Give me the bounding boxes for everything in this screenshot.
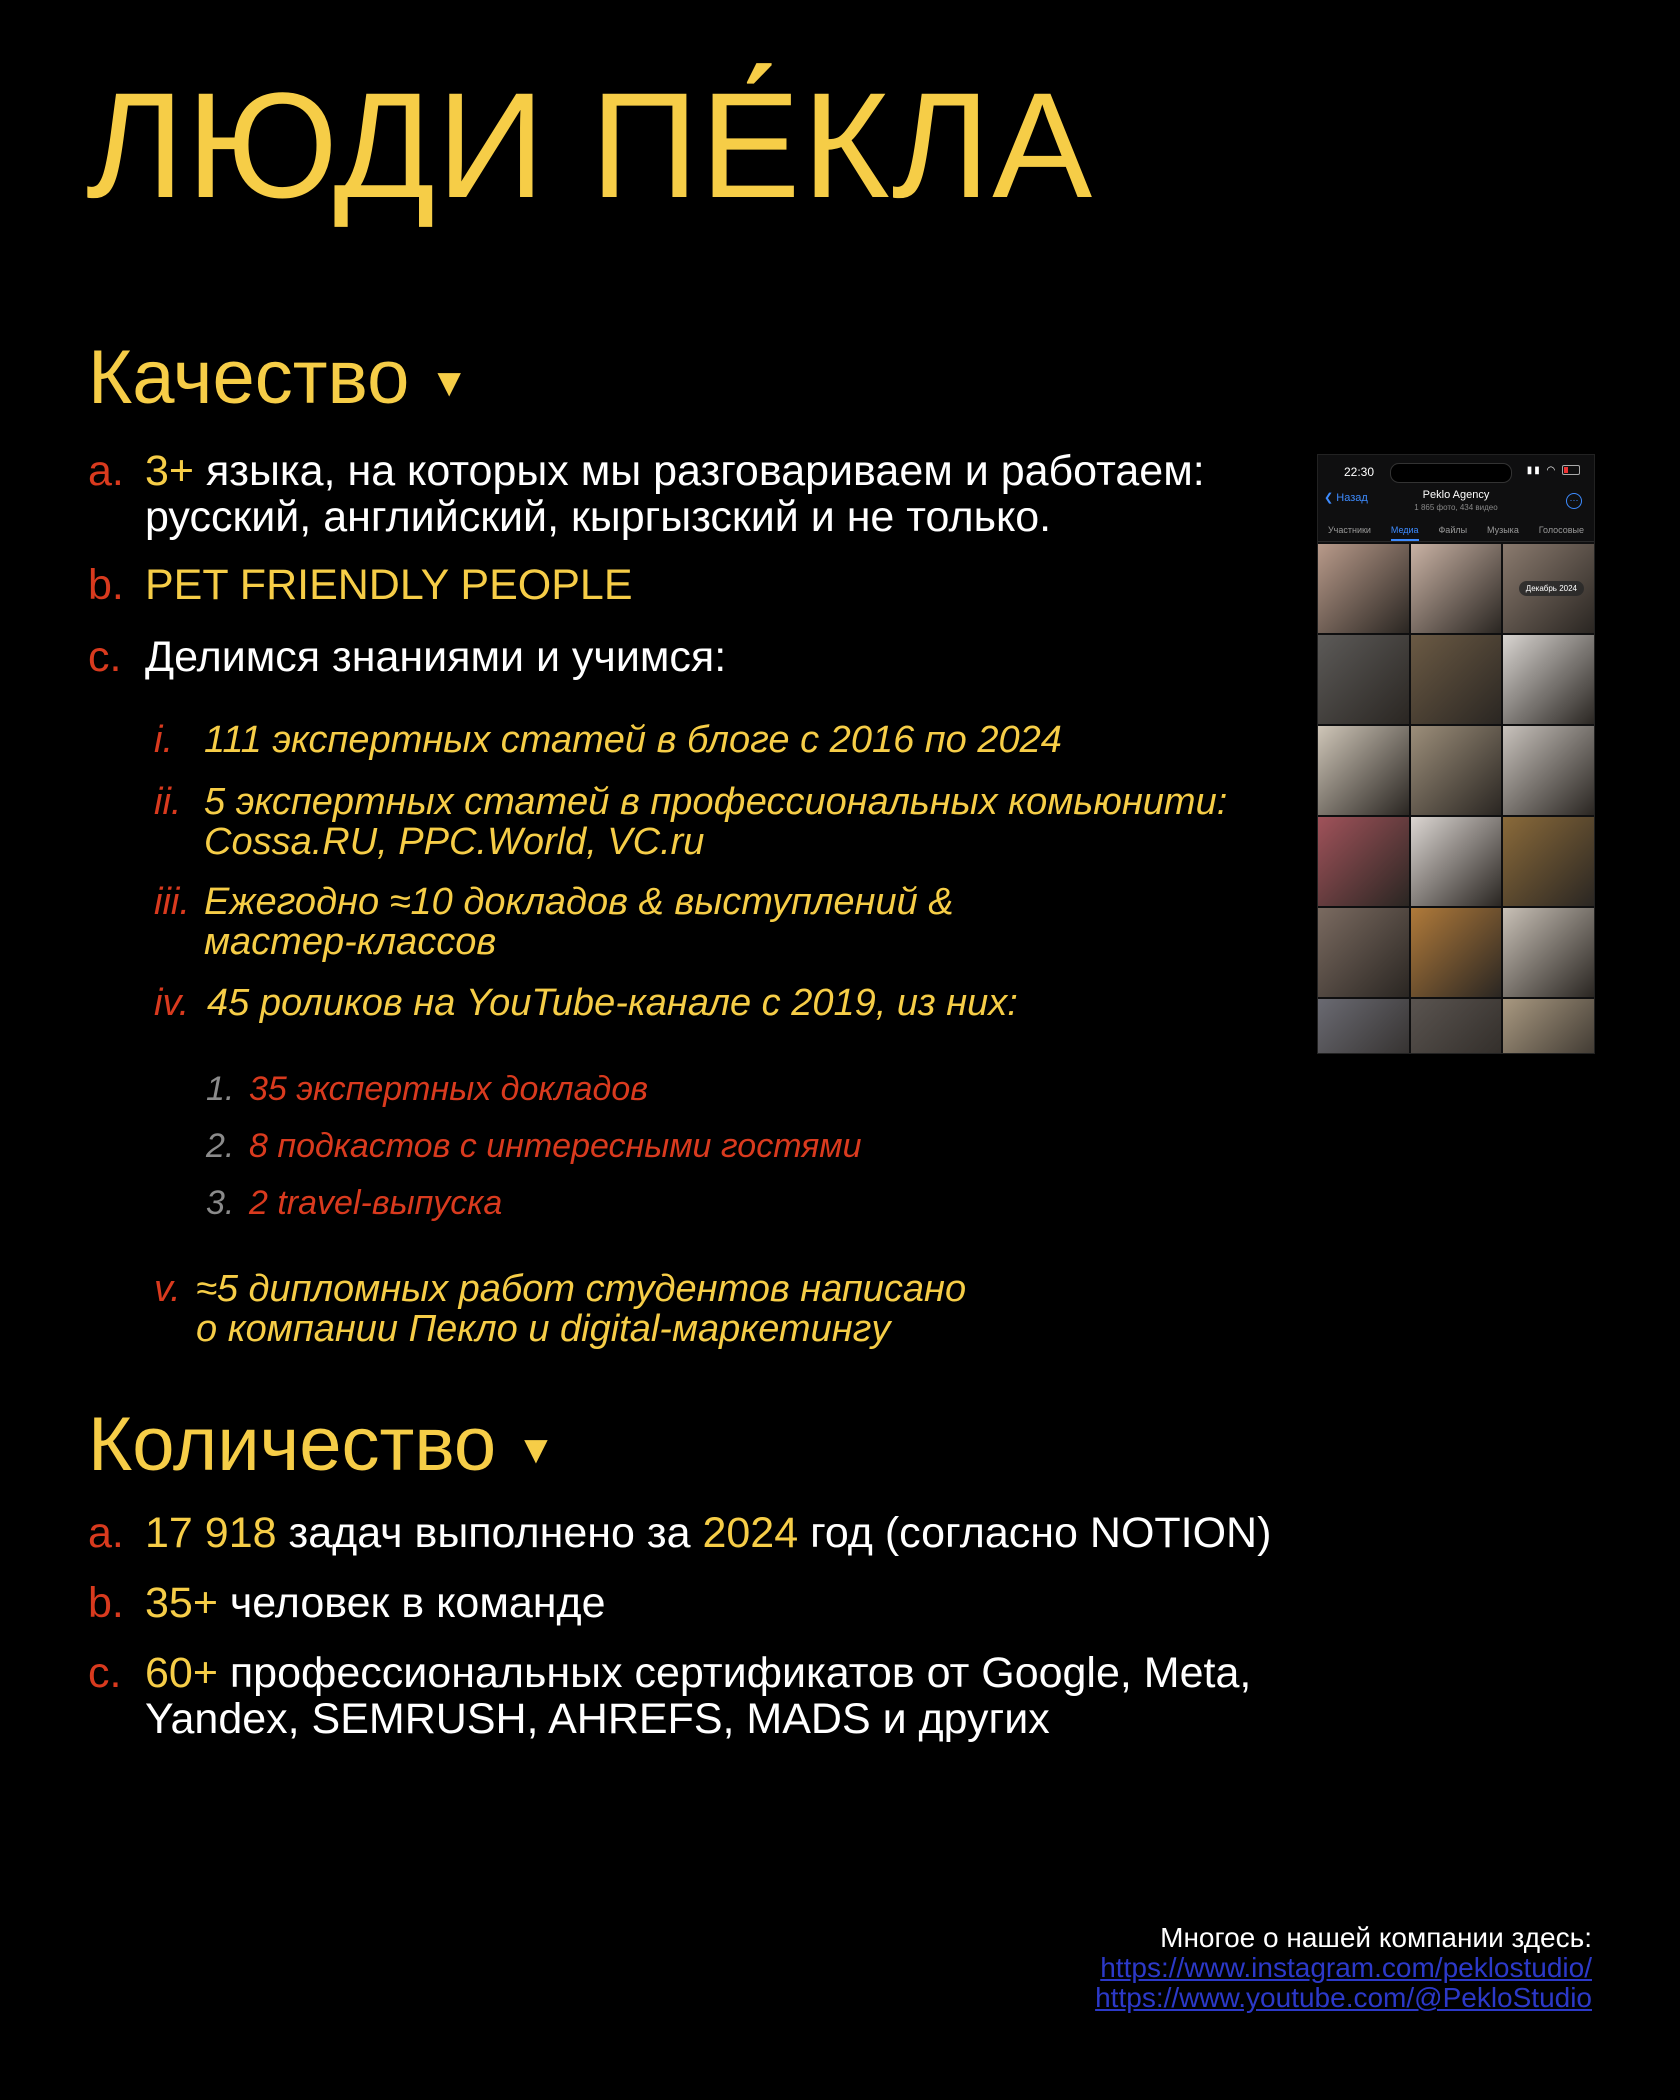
dynamic-island xyxy=(1390,463,1512,483)
status-time: 22:30 xyxy=(1344,465,1375,479)
sublist-item xyxy=(154,720,1062,760)
highlight-value: 3+ xyxy=(145,447,195,495)
chevron-left-icon: ❮ xyxy=(1324,492,1334,504)
media-thumbnail[interactable] xyxy=(1318,817,1409,906)
sublist2-marker: 1. xyxy=(206,1070,235,1108)
phone-status-bar xyxy=(1318,455,1594,485)
sublist-text: Ежегодно ≈10 докладов & выступлений & xyxy=(204,881,954,923)
highlight-value: 35+ xyxy=(145,1579,218,1627)
media-thumbnail[interactable] xyxy=(1503,635,1594,724)
sublist-marker: ii. xyxy=(154,781,182,823)
media-tabs xyxy=(1318,521,1594,542)
sublist-marker: i. xyxy=(154,719,173,761)
media-thumbnail[interactable] xyxy=(1318,544,1409,633)
quantity-heading[interactable] xyxy=(88,1402,556,1487)
list-marker: a. xyxy=(88,447,124,495)
sublist2-item xyxy=(206,1071,648,1107)
list-text: человек в команде xyxy=(217,1579,606,1627)
sublist-item xyxy=(154,983,1018,1023)
sublist2-marker: 3. xyxy=(206,1184,235,1222)
list-text: языка, на которых мы разговариваем и работаем: xyxy=(194,447,1205,495)
triangle-down-icon[interactable]: ▼ xyxy=(516,1427,556,1472)
footer xyxy=(1095,1923,1592,2013)
sublist-text-continued: Cossa.RU, PPC.World, VC.ru xyxy=(204,821,705,863)
sublist-marker: iii. xyxy=(154,881,190,923)
list-marker: a. xyxy=(88,1509,124,1557)
signal-wifi-battery-icon: ▮▮ ◠ xyxy=(1527,465,1580,476)
sublist-text: 111 экспертных статей в блоге с 2016 по 2024 xyxy=(204,719,1062,761)
media-thumbnail[interactable] xyxy=(1411,635,1502,724)
list-text: профессиональных сертификатов от Google, Meta, xyxy=(217,1649,1252,1697)
list-text: Делимся знаниями и учимся: xyxy=(145,633,727,681)
sublist-marker: iv. xyxy=(154,982,190,1024)
media-tab[interactable]: Музыка xyxy=(1486,525,1519,535)
list-marker: b. xyxy=(88,561,124,609)
media-tab[interactable]: Участники xyxy=(1327,525,1371,535)
media-thumbnail[interactable] xyxy=(1411,544,1502,633)
list-text-continued: русский, английский, кыргызский и не только. xyxy=(145,493,1052,541)
list-marker: c. xyxy=(88,1649,122,1697)
sublist2-item xyxy=(206,1185,502,1221)
sublist-item xyxy=(154,882,954,962)
more-icon[interactable]: ⋯ xyxy=(1566,493,1582,509)
footer-caption: Многое о нашей компании здесь: xyxy=(1160,1922,1592,1953)
sublist-marker: v. xyxy=(154,1268,181,1310)
list-text: PET FRIENDLY PEOPLE xyxy=(145,561,633,609)
sublist-item xyxy=(154,782,1227,862)
media-tab[interactable]: Файлы xyxy=(1438,525,1468,535)
date-badge: Декабрь 2024 xyxy=(1519,581,1584,596)
list-item xyxy=(88,1510,1271,1556)
list-text: год (согласно NOTION) xyxy=(798,1509,1272,1557)
list-item xyxy=(88,448,1205,540)
media-thumbnail[interactable] xyxy=(1318,999,1409,1054)
instagram-link[interactable]: https://www.instagram.com/peklostudio/ xyxy=(1100,1952,1592,1983)
list-marker: c. xyxy=(88,633,122,681)
sublist2-text: 35 экспертных докладов xyxy=(249,1070,648,1108)
list-item xyxy=(88,1580,606,1626)
media-thumbnail[interactable] xyxy=(1318,726,1409,815)
media-tab[interactable]: Медиа xyxy=(1391,521,1419,541)
triangle-down-icon[interactable]: ▼ xyxy=(429,360,469,405)
media-grid xyxy=(1318,542,1594,1054)
list-text: задач выполнено за xyxy=(276,1509,703,1557)
page-title: ЛЮДИ ПЕ́КЛА xyxy=(86,61,1095,229)
highlight-value: 2024 xyxy=(702,1509,799,1557)
list-item xyxy=(88,634,726,680)
media-tab[interactable]: Голосовые xyxy=(1538,525,1585,535)
sublist-item xyxy=(154,1269,966,1349)
media-thumbnail[interactable] xyxy=(1411,999,1502,1054)
highlight-value: 60+ xyxy=(145,1649,218,1697)
media-thumbnail[interactable] xyxy=(1503,817,1594,906)
media-thumbnail[interactable] xyxy=(1503,999,1594,1054)
sublist-text: 5 экспертных статей в профессиональных комьюнити: xyxy=(204,781,1228,823)
phone-nav-bar xyxy=(1318,485,1594,521)
list-item xyxy=(88,1650,1251,1742)
media-thumbnail[interactable] xyxy=(1318,908,1409,997)
sublist2-item xyxy=(206,1128,862,1164)
chat-subtitle: 1 865 фото, 434 видео xyxy=(1414,503,1498,512)
sublist2-text: 2 travel-выпуска xyxy=(249,1184,503,1222)
media-thumbnail[interactable] xyxy=(1411,726,1502,815)
sublist-text-continued: мастер-классов xyxy=(204,921,497,963)
back-label: Назад xyxy=(1336,492,1368,504)
quantity-heading-label: Количество xyxy=(88,1402,497,1487)
highlight-value: 17 918 xyxy=(145,1509,277,1557)
youtube-link[interactable]: https://www.youtube.com/@PekloStudio xyxy=(1095,1982,1592,2013)
sublist-text: 45 роликов на YouTube-канале с 2019, из них: xyxy=(207,982,1018,1024)
list-text-continued: Yandex, SEMRUSH, AHREFS, MADS и других xyxy=(145,1695,1050,1743)
media-thumbnail[interactable] xyxy=(1503,908,1594,997)
sublist-text-continued: о компании Пекло и digital-маркетингу xyxy=(196,1308,891,1350)
quality-heading[interactable] xyxy=(88,335,469,420)
chat-title: Peklo Agency xyxy=(1422,489,1490,501)
telegram-media-screenshot xyxy=(1317,454,1595,1054)
media-thumbnail[interactable] xyxy=(1318,635,1409,724)
media-thumbnail[interactable] xyxy=(1411,817,1502,906)
list-marker: b. xyxy=(88,1579,124,1627)
media-thumbnail[interactable] xyxy=(1411,908,1502,997)
sublist2-text: 8 подкастов с интересными гостями xyxy=(249,1127,862,1165)
quality-heading-label: Качество xyxy=(88,335,410,420)
list-item xyxy=(88,562,633,608)
sublist2-marker: 2. xyxy=(206,1127,235,1165)
media-thumbnail[interactable] xyxy=(1503,726,1594,815)
sublist-text: ≈5 дипломных работ студентов написано xyxy=(196,1268,967,1310)
